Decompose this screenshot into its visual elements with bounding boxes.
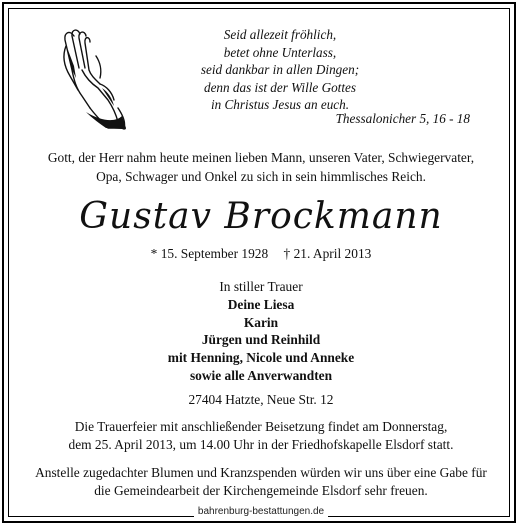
verse-line: in Christus Jesus an euch.	[210, 97, 350, 113]
mourner-name: Deine Liesa	[227, 296, 295, 312]
praying-hands-icon	[56, 26, 132, 134]
funeral-line: dem 25. April 2013, um 14.00 Uhr in der Friedhofskapelle Elsdorf statt.	[68, 437, 454, 452]
bible-verse	[170, 26, 390, 114]
footer-url: bahrenburg-bestattungen.de	[194, 506, 328, 517]
funeral-home-website	[0, 506, 522, 517]
intro-line: Opa, Schwager und Onkel zu sich in sein himmlisches Reich.	[96, 169, 426, 184]
verse-line: seid dankbar in allen Dingen;	[200, 62, 360, 78]
life-dates	[0, 246, 522, 262]
verse-line: Seid allezeit fröhlich,	[223, 27, 337, 42]
donation-request	[0, 464, 522, 500]
intro-text	[0, 148, 522, 186]
mourner-name: mit Henning, Nicole und Anneke	[167, 350, 355, 366]
donation-line: die Gemeindearbeit der Kirchengemeinde Elsdorf sehr freuen.	[94, 483, 428, 498]
mourner-name: Jürgen und Reinhild	[201, 332, 321, 348]
intro-line: Gott, der Herr nahm heute meinen lieben Mann, unseren Vater, Schwiegervater,	[47, 150, 475, 165]
birth-date: * 15. September 1928	[150, 246, 269, 261]
mourner-name: Karin	[243, 314, 279, 330]
funeral-line: Die Trauerfeier mit anschließender Beisetzung findet am Donnerstag,	[74, 419, 448, 434]
mourner-name: sowie alle Anverwandten	[189, 367, 333, 383]
deceased-name: Gustav Brockmann	[79, 196, 443, 237]
family-address: 27404 Hatzte, Neue Str. 12	[188, 392, 334, 407]
verse-line: denn das ist der Wille Gottes	[203, 79, 356, 95]
mourners-block	[0, 278, 522, 385]
death-date: † 21. April 2013	[283, 246, 372, 261]
donation-line: Anstelle zugedachter Blumen und Kranzspenden würden wir uns über eine Gabe für	[35, 465, 487, 480]
mourners-heading: In stiller Trauer	[219, 279, 303, 294]
funeral-info	[0, 418, 522, 454]
verse-line: betet ohne Unterlass,	[223, 44, 337, 60]
verse-reference: Thessalonicher 5, 16 - 18	[335, 111, 470, 126]
